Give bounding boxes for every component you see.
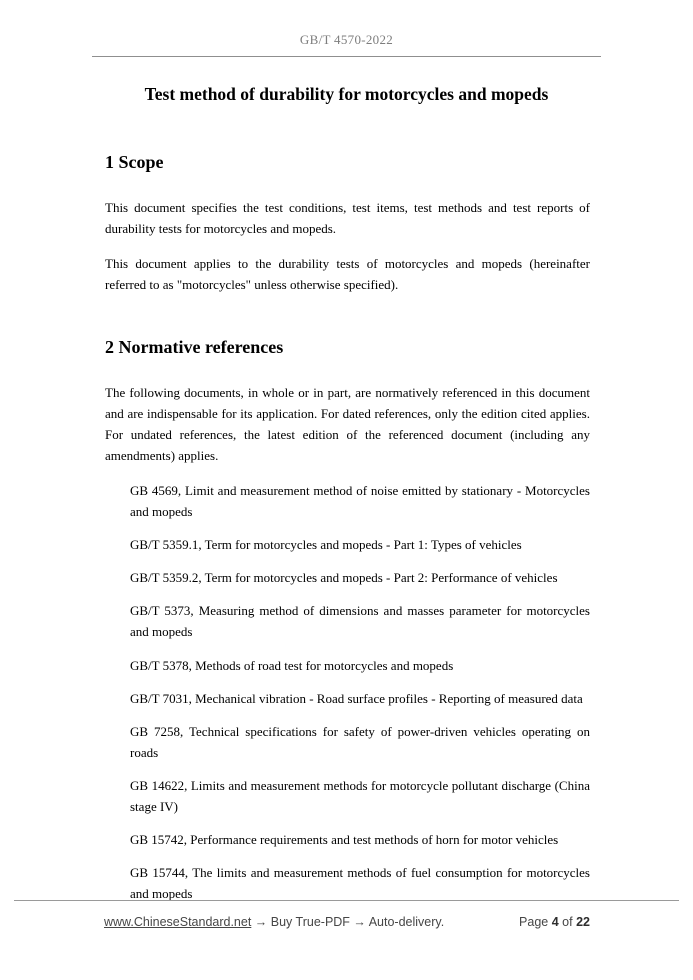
of-label: of xyxy=(562,915,573,929)
page-number: 4 xyxy=(551,915,559,929)
page-label: Page xyxy=(519,915,549,929)
reference-item: GB/T 5359.2, Term for motorcycles and mopeds - Part 2: Performance of vehicles xyxy=(130,570,558,586)
footer-rule xyxy=(14,900,679,901)
page-indicator xyxy=(519,915,590,929)
section-heading-normative-references: 2 Normative references xyxy=(105,337,284,358)
footer-left xyxy=(104,915,444,929)
normative-references-intro: The following documents, in whole or in part, are normatively referenced in this document and are indispensable for its application. For dated references, only the edition cited applies. For undated references, the latest edition of the referenced document (including any amendments) applies. xyxy=(105,385,590,464)
reference-item: GB/T 5378, Methods of road test for motorcycles and mopeds xyxy=(130,657,454,673)
page-total: 22 xyxy=(576,915,590,929)
reference-item: GB/T 7031, Mechanical vibration - Road surface profiles - Reporting of measured data xyxy=(130,690,583,706)
footer-tagline: → Buy True-PDF → Auto-delivery. xyxy=(251,915,445,929)
site-link[interactable]: www.ChineseStandard.net xyxy=(104,915,252,929)
scope-paragraph-1: This document specifies the test conditions, test items, test methods and test reports of durability tests for motorcycles and mopeds. xyxy=(105,199,590,236)
header-doc-number: GB/T 4570-2022 xyxy=(299,32,394,47)
page-footer xyxy=(104,915,590,929)
reference-item: GB 7258, Technical specifications for safety of power-driven vehicles operating on roads xyxy=(130,723,590,760)
document-title: Test method of durability for motorcycles and mopeds xyxy=(144,84,549,104)
section-heading-scope: 1 Scope xyxy=(105,151,164,172)
reference-item: GB 15744, The limits and measurement methods of fuel consumption for motorcycles and mopeds xyxy=(130,864,590,901)
reference-item: GB 4569, Limit and measurement method of noise emitted by stationary - Motorcycles and mopeds xyxy=(130,483,590,520)
reference-item: GB 15742, Performance requirements and test methods of horn for motor vehicles xyxy=(130,831,559,847)
header-rule xyxy=(92,56,601,57)
document-content xyxy=(105,106,590,904)
reference-item: GB 14622, Limits and measurement methods for motorcycle pollutant discharge (China stage IV) xyxy=(130,777,590,814)
reference-item: GB/T 5359.1, Term for motorcycles and mopeds - Part 1: Types of vehicles xyxy=(130,537,522,553)
reference-item: GB/T 5373, Measuring method of dimensions and masses parameter for motorcycles and mopeds xyxy=(130,603,590,640)
scope-paragraph-2: This document applies to the durability tests of motorcycles and mopeds (hereinafter referred to as "motorcycles" unless otherwise specified). xyxy=(105,255,590,293)
